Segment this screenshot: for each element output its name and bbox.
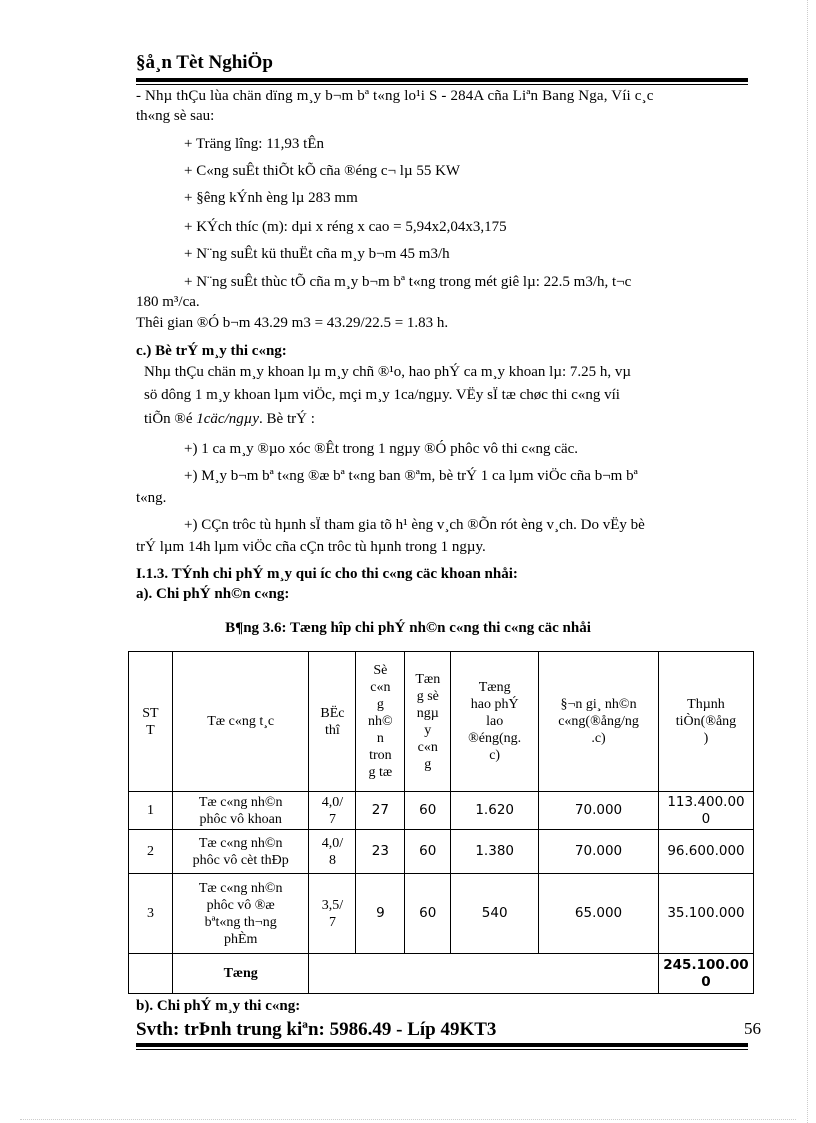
cell-amount: 96.600.000	[658, 830, 753, 874]
spec-item: + §êng kÝnh èng lµ 283 mm	[184, 190, 358, 206]
column-header: Sè c«n g nh© n tron g tæ	[356, 652, 405, 792]
footer-author: Svth: trÞnh trung kiªn: 5986.49 - Líp 49KT3	[136, 1019, 497, 1040]
cell-stt: 1	[129, 792, 173, 830]
page-number: 56	[744, 1019, 761, 1038]
total-label: Tæng	[172, 954, 309, 994]
paragraph-line	[144, 410, 315, 428]
document-header-title: §å¸n Tèt NghiÖp	[136, 52, 273, 73]
table-header-row	[129, 652, 754, 792]
spec-item: + Träng lîng: 11,93 tÊn	[184, 136, 325, 152]
spec-item: + N¨ng suÊt kü thuËt cña m¸y b¬m 45 m3/h	[184, 246, 450, 262]
cell-unit-price: 70.000	[539, 830, 659, 874]
paragraph-text: tiÕn ®é	[144, 411, 197, 427]
spec-item: + KÝch thíc (m): dµi x réng x cao = 5,94x2,04x3,175	[184, 219, 507, 235]
section-heading: b). Chi phÝ m¸y thi c«ng:	[136, 998, 301, 1014]
cell-empty-merged	[309, 954, 658, 994]
section-heading: c.) Bè trÝ m¸y thi c«ng:	[136, 343, 287, 359]
cell-team: Tæ c«ng nh©n phôc vô ®æ bªt«ng th¬ng phÈm	[172, 874, 309, 954]
cell-days: 60	[405, 792, 451, 830]
cell-team: Tæ c«ng nh©n phôc vô khoan	[172, 792, 309, 830]
spec-item: + C«ng suÊt thiÕt kÕ cña ®éng c¬ lµ 55 KW	[184, 163, 461, 179]
cell-workers: 9	[356, 874, 405, 954]
column-header: ST T	[129, 652, 173, 792]
table-row	[129, 792, 754, 830]
paragraph-italic-text: 1cäc/ngµy	[196, 411, 260, 427]
cell-stt: 2	[129, 830, 173, 874]
cell-workers: 23	[356, 830, 405, 874]
paragraph-line: t«ng.	[136, 490, 167, 506]
bullet-item: +) CÇn trôc tù hµnh sÏ tham gia tõ h¹ èng v¸ch ®Õn rót èng v¸ch. Do vËy bè	[184, 517, 645, 533]
column-header: Thµnh tiÒn(®ång )	[658, 652, 753, 792]
footer-rule-thick	[136, 1043, 748, 1047]
section-heading: a). Chi phÝ nh©n c«ng:	[136, 586, 290, 602]
page-edge-dotted	[20, 1119, 796, 1120]
paragraph-line: Nhµ thÇu chän m¸y khoan lµ m¸y chñ ®¹o, hao phÝ ca m¸y khoan lµ: 7.25 h, vµ	[144, 364, 632, 380]
header-rule-thin	[136, 84, 748, 85]
cell-stt: 3	[129, 874, 173, 954]
paragraph-line: th«ng sè sau:	[136, 108, 215, 124]
cell-empty	[129, 954, 173, 994]
paragraph-line: - Nhµ thÇu lùa chän dïng m¸y b¬m bª t«ng lo¹i S - 284A cña Liªn Bang Nga, Víi c¸c	[136, 88, 654, 104]
cell-amount: 113.400.00 0	[658, 792, 753, 830]
spec-item: + N¨ng suÊt thùc tÕ cña m¸y b¬m bª t«ng trong mét giê lµ: 22.5 m3/h, t¬c	[184, 274, 632, 290]
paragraph-line: 180 m³/ca.	[136, 294, 200, 310]
bullet-item: +) M¸y b¬m bª t«ng ®æ bª t«ng ban ®ªm, bè trÝ 1 ca lµm viÖc cña b¬m bª	[184, 468, 638, 484]
column-header: Tæng hao phÝ lao ®éng(ng. c)	[451, 652, 539, 792]
paragraph-line: trÝ lµm 14h lµm viÖc cña cÇn trôc tù hµnh trong 1 ngµy.	[136, 539, 486, 555]
cell-days: 60	[405, 874, 451, 954]
table-row	[129, 830, 754, 874]
cell-grade: 4,0/ 8	[309, 830, 356, 874]
labor-cost-table	[128, 651, 754, 994]
footer-rule-thin	[136, 1049, 748, 1050]
cell-days: 60	[405, 830, 451, 874]
paragraph-line: sö dông 1 m¸y khoan lµm viÖc, mçi m¸y 1ca/ngµy. VËy sÏ tæ chøc thi c«ng víi	[144, 387, 620, 403]
column-header: §¬n gi¸ nh©n c«ng(®ång/ng .c)	[539, 652, 659, 792]
cell-unit-price: 70.000	[539, 792, 659, 830]
cell-grade: 3,5/ 7	[309, 874, 356, 954]
table-row	[129, 874, 754, 954]
cell-team: Tæ c«ng nh©n phôc vô cèt thÐp	[172, 830, 309, 874]
column-header: Tæ c«ng t¸c	[172, 652, 309, 792]
bullet-item: +) 1 ca m¸y ®µo xóc ®Êt trong 1 ngµy ®Ó phôc vô thi c«ng cäc.	[184, 441, 579, 457]
cell-amount: 35.100.000	[658, 874, 753, 954]
page-edge-dotted-vertical	[807, 0, 808, 1123]
table-total-row	[129, 954, 754, 994]
paragraph-line: Thêi gian ®Ó b¬m 43.29 m3 = 43.29/22.5 = 1.83 h.	[136, 315, 449, 331]
column-header: BËc thî	[309, 652, 356, 792]
cell-grade: 4,0/ 7	[309, 792, 356, 830]
cell-labor: 540	[451, 874, 539, 954]
total-value: 245.100.00 0	[658, 954, 753, 994]
column-header: Tæn g sè ngµ y c«n g	[405, 652, 451, 792]
section-heading: I.1.3. TÝnh chi phÝ m¸y qui íc cho thi c«ng cäc khoan nhåi:	[136, 566, 518, 582]
cell-workers: 27	[356, 792, 405, 830]
cell-labor: 1.620	[451, 792, 539, 830]
cell-labor: 1.380	[451, 830, 539, 874]
cell-unit-price: 65.000	[539, 874, 659, 954]
table-title: B¶ng 3.6: Tæng hîp chi phÝ nh©n c«ng thi c«ng cäc nhåi	[225, 620, 591, 636]
header-rule-thick	[136, 78, 748, 82]
paragraph-text: . Bè trÝ :	[259, 411, 315, 427]
